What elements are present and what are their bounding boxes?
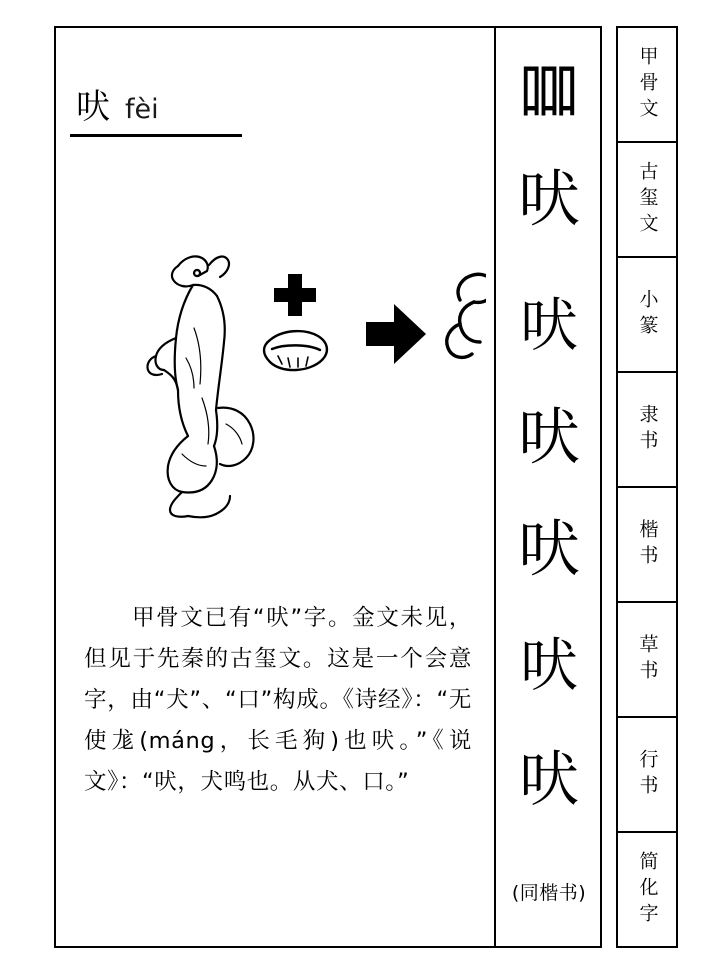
glyph-regular: 吠: [517, 512, 580, 585]
glyph-running: 吠: [519, 745, 579, 815]
glyph-note: (同楷书): [511, 882, 587, 904]
glyph-seal-script: 吠: [517, 162, 580, 235]
script-label-regular: [618, 488, 676, 603]
explanation-text: 甲骨文已有“吠”字。金文未见，但见于先秦的古玺文。这是一个会意字，由“犬”、“口”构成。《诗经》：“无使尨(máng，长毛狗)也吠。”《说文》：“吠，犬鸣也。从犬、口。”: [84, 605, 472, 795]
entry-card: [54, 26, 602, 948]
oracle-bone-composite-glyph: [447, 274, 486, 357]
mouth-pictograph: [264, 331, 327, 370]
script-label-text: 甲骨文: [636, 45, 659, 124]
script-label-running: [618, 718, 676, 833]
headword-block: [70, 87, 290, 137]
page-title: 吠: [76, 87, 111, 127]
pinyin-label: fèi: [125, 94, 159, 125]
script-label-ancient-seal: [618, 143, 676, 258]
right-arrow: [366, 304, 426, 364]
script-label-simplified: [618, 833, 676, 946]
glyph-cursive: 吠: [519, 631, 578, 699]
script-label-small-seal: [618, 258, 676, 373]
glyph-small-seal: 吠: [519, 291, 578, 359]
script-label-cursive: [618, 603, 676, 718]
headword-row: [70, 87, 290, 127]
script-label-clerical: [618, 373, 676, 488]
glyph-oracle-bone: 𠱠: [517, 54, 580, 127]
script-label-oracle-bone: [618, 28, 676, 143]
script-label-text: 古玺文: [636, 160, 659, 239]
glyph-clerical: 吠: [517, 400, 580, 473]
dog-pictograph: [147, 256, 253, 517]
glyph-evolution-column: [496, 28, 602, 946]
script-label-text: 小篆: [636, 288, 659, 341]
plus-sign: [274, 274, 316, 316]
script-label-text: 楷书: [636, 518, 659, 571]
script-label-text: 隶书: [636, 403, 659, 456]
script-label-strip: [616, 26, 678, 948]
script-label-text: 简化字: [636, 850, 659, 929]
script-label-text: 行书: [636, 748, 659, 801]
headword-underline: [70, 134, 242, 137]
illustration: [66, 218, 486, 548]
script-label-text: 草书: [636, 633, 659, 686]
